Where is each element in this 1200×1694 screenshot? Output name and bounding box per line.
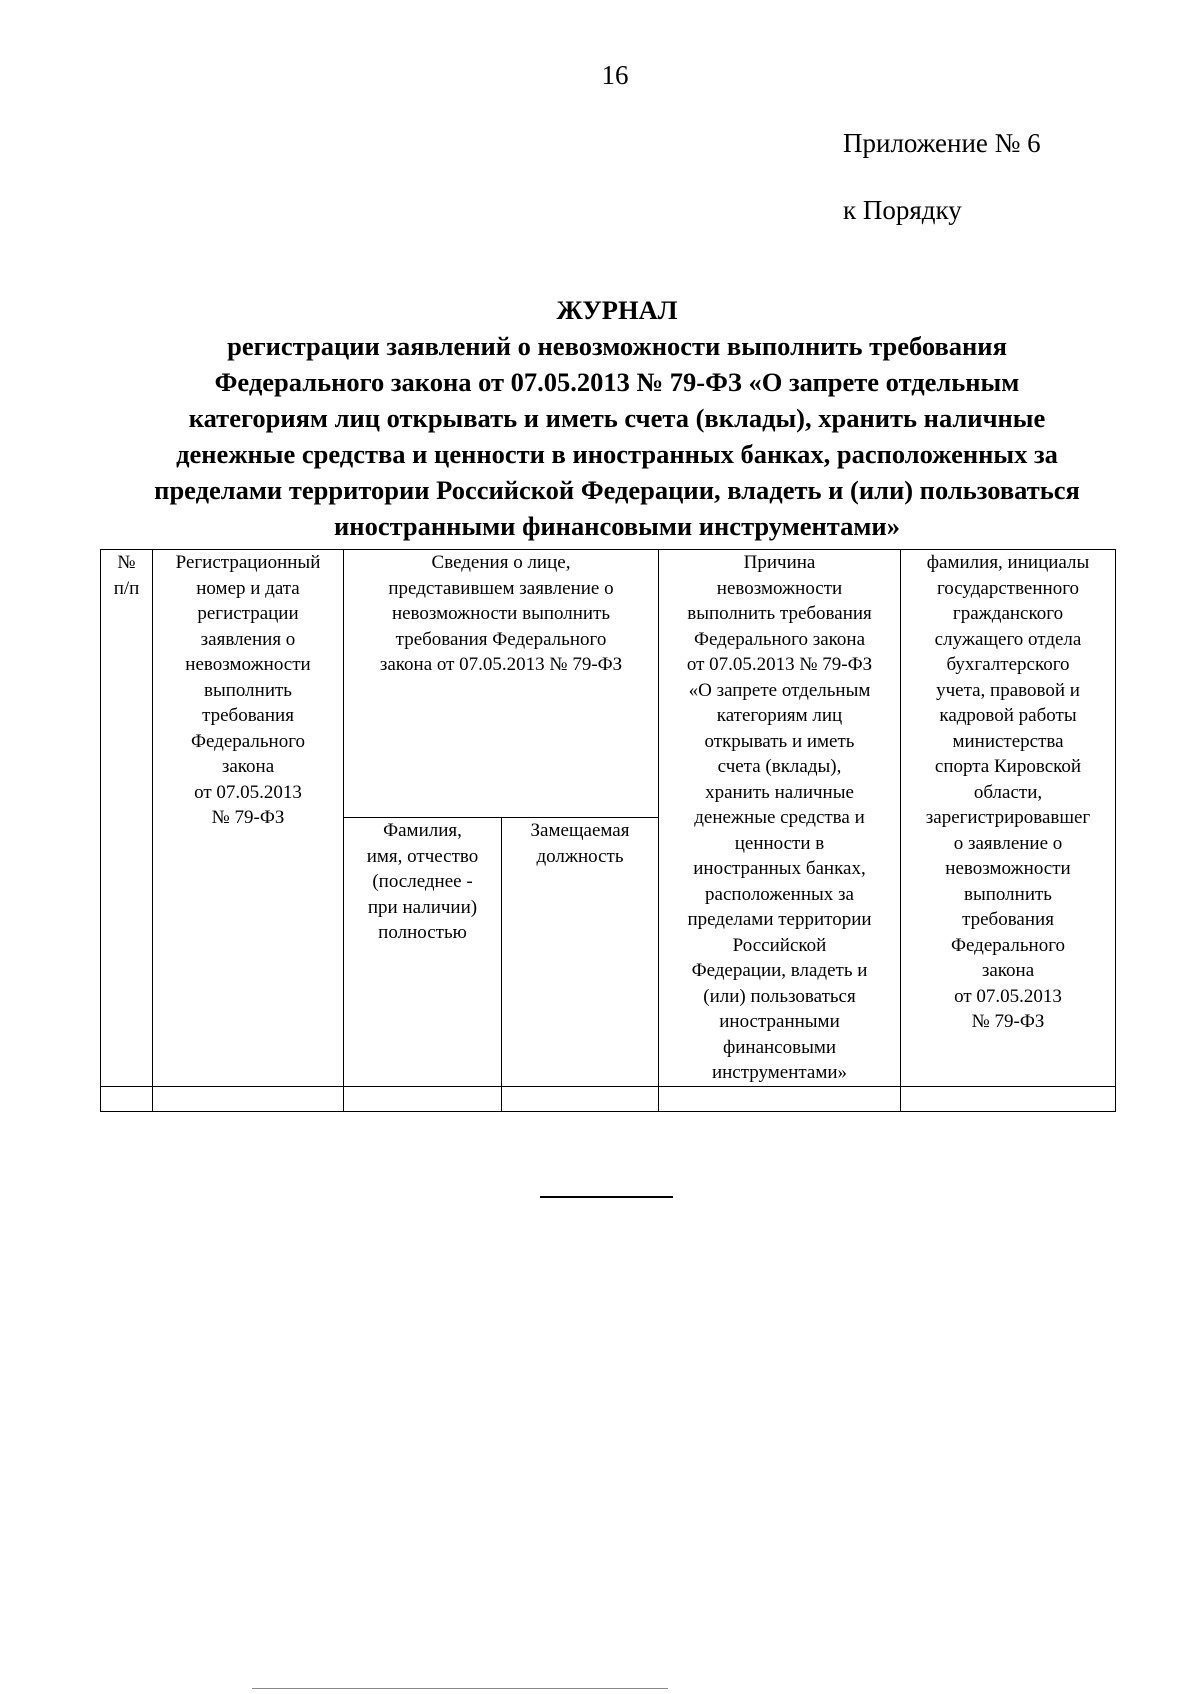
appendix-reference: к Порядку [843, 195, 962, 225]
scan-edge-line [252, 1688, 668, 1689]
header-official [901, 550, 1116, 1087]
header-person-group-text: Сведения о лице, представившем заявление о невозможности выполнить требования Федерального закона от 07.05.2013 № 79-ФЗ [379, 552, 623, 675]
empty-cell [344, 1086, 502, 1111]
title-line-2: Федерального закона от 07.05.2013 № 79-ФЗ «О запрете отдельным [214, 367, 1020, 397]
table-empty-row [101, 1086, 1116, 1111]
header-full-name-text: Фамилия, имя, отчество (последнее - при наличии) полностью [366, 820, 479, 944]
document-title [100, 292, 1134, 544]
appendix-number: Приложение № 6 [843, 128, 1041, 158]
title-line-5: пределами территории Российской Федерации, владеть и (или) пользоваться [154, 475, 1080, 505]
header-number-text: № п/п [113, 552, 140, 599]
journal-table [100, 549, 1116, 1112]
header-position [502, 818, 659, 1086]
page-number: 16 [601, 60, 629, 90]
closing-separator-line [540, 1196, 673, 1198]
empty-cell [901, 1086, 1116, 1111]
empty-cell [502, 1086, 659, 1111]
title-line-4: денежные средства и ценности в иностранных банках, расположенных за [176, 439, 1058, 469]
header-registration [153, 550, 344, 1087]
header-number [101, 550, 153, 1087]
header-full-name [344, 818, 502, 1086]
title-heading: ЖУРНАЛ [556, 295, 678, 325]
title-line-1: регистрации заявлений о невозможности выполнить требования [227, 331, 1007, 361]
header-reason [659, 550, 901, 1087]
header-official-text: фамилия, инициалы государственного гражданского служащего отдела бухгалтерского учета, правовой и кадровой работы министерства спорта Кировской области, зарегистрировавшег о заявление о невозможности выполнить требования Федерального закона от 07.05.2013 № 79-ФЗ [925, 552, 1091, 1032]
title-line-3: категориям лиц открывать и иметь счета (вклады), хранить наличные [188, 403, 1046, 433]
header-person-group [344, 550, 659, 818]
header-position-text: Замещаемая должность [530, 820, 630, 867]
header-registration-text: Регистрационный номер и дата регистрации заявления о невозможности выполнить требования Федерального закона от 07.05.2013 № 79-ФЗ [175, 552, 321, 828]
empty-cell [153, 1086, 344, 1111]
empty-cell [659, 1086, 901, 1111]
empty-cell [101, 1086, 153, 1111]
table-header-row [101, 550, 1116, 818]
title-line-6: иностранными финансовыми инструментами» [334, 511, 900, 541]
header-reason-text: Причина невозможности выполнить требования Федерального закона от 07.05.2013 № 79-ФЗ «О запрете отдельным категориям лиц открывать и иметь счета (вклады), хранить наличные денежные средства и ценности в иностранных банках, расположенных за пределами территории Российской Федерации, владеть и (или) пользоваться иностранными финансовыми инструментами» [686, 552, 873, 1083]
